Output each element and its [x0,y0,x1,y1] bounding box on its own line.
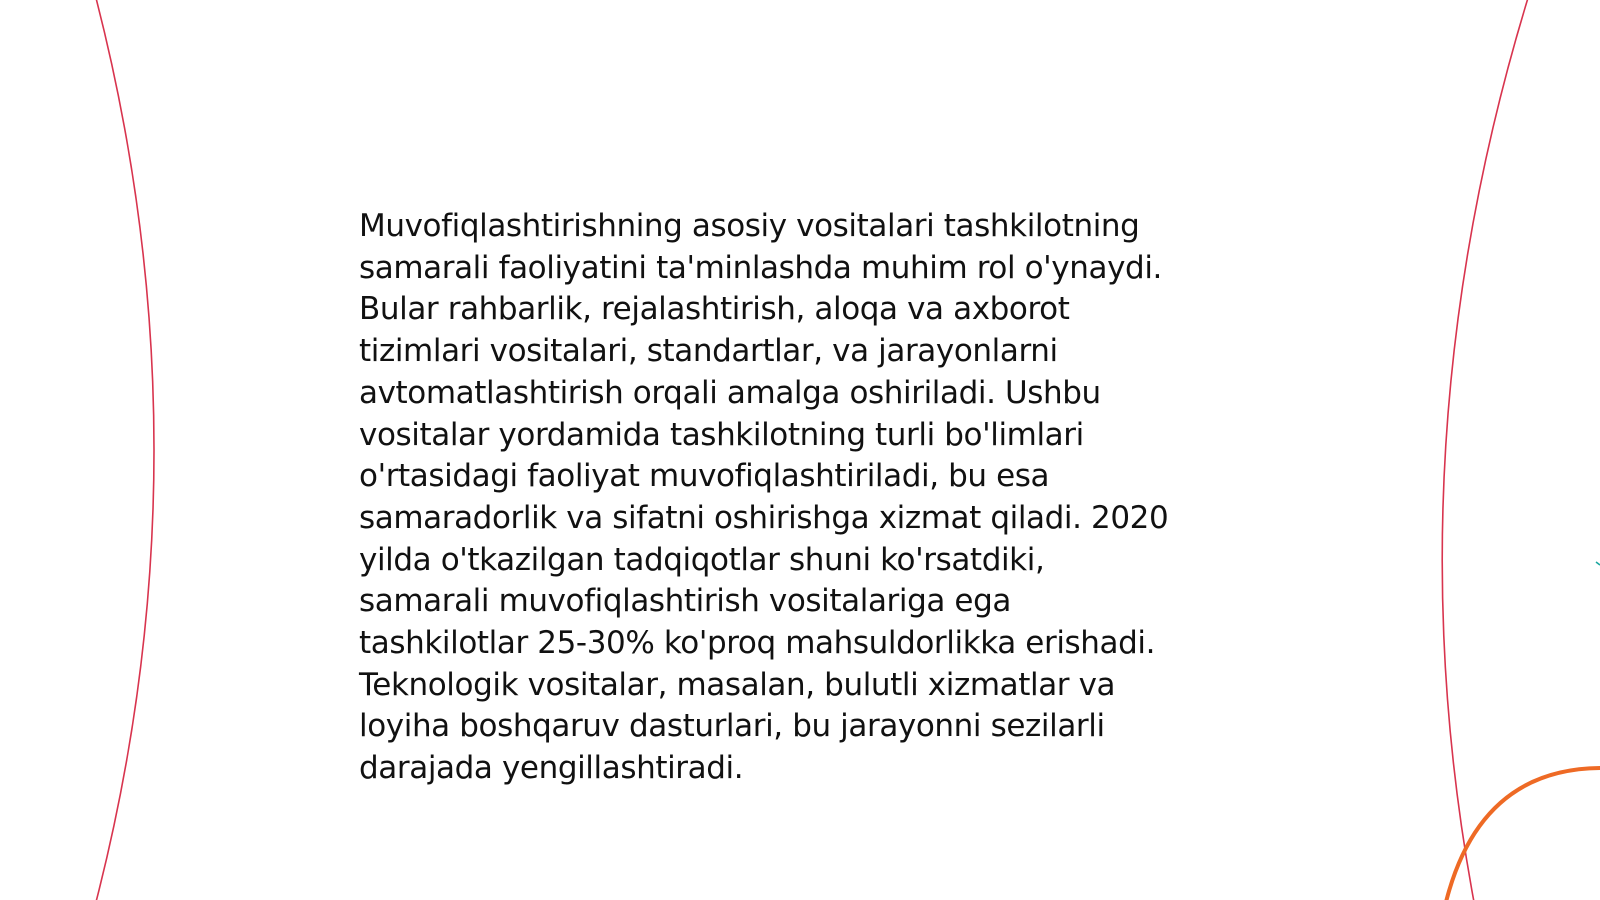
left-arc-decoration [96,0,154,900]
orange-circle-decoration [1446,768,1600,900]
teal-mark-decoration [1596,562,1600,565]
body-paragraph: Muvofiqlashtirishning asosiy vositalari tashkilotning samarali faoliyatini ta'minlashda muhim rol o'ynaydi. Bular rahbarlik, rejalashtirish, aloqa va axborot tizimlari vositalari, standartlar, va jarayonlarni avtomatlashtirish orqali amalga oshiriladi. Ushbu vositalar yordamida tashkilotning turli bo'limlari o'rtasidagi faoliyat muvofiqlashtiriladi, bu esa samaradorlik va sifatni oshirishga xizmat qiladi. 2020 yilda o'tkazilgan tadqiqotlar shuni ko'rsatdiki, samarali muvofiqlashtirish vositalariga ega tashkilotlar 25-30% ko'proq mahsuldorlikka erishadi. Teknologik vositalar, masalan, bulutli xizmatlar va loyiha boshqaruv dasturlari, bu jarayonni sezilarli darajada yengillashtiradi. [359,208,1169,787]
right-arc-decoration [1442,0,1528,900]
